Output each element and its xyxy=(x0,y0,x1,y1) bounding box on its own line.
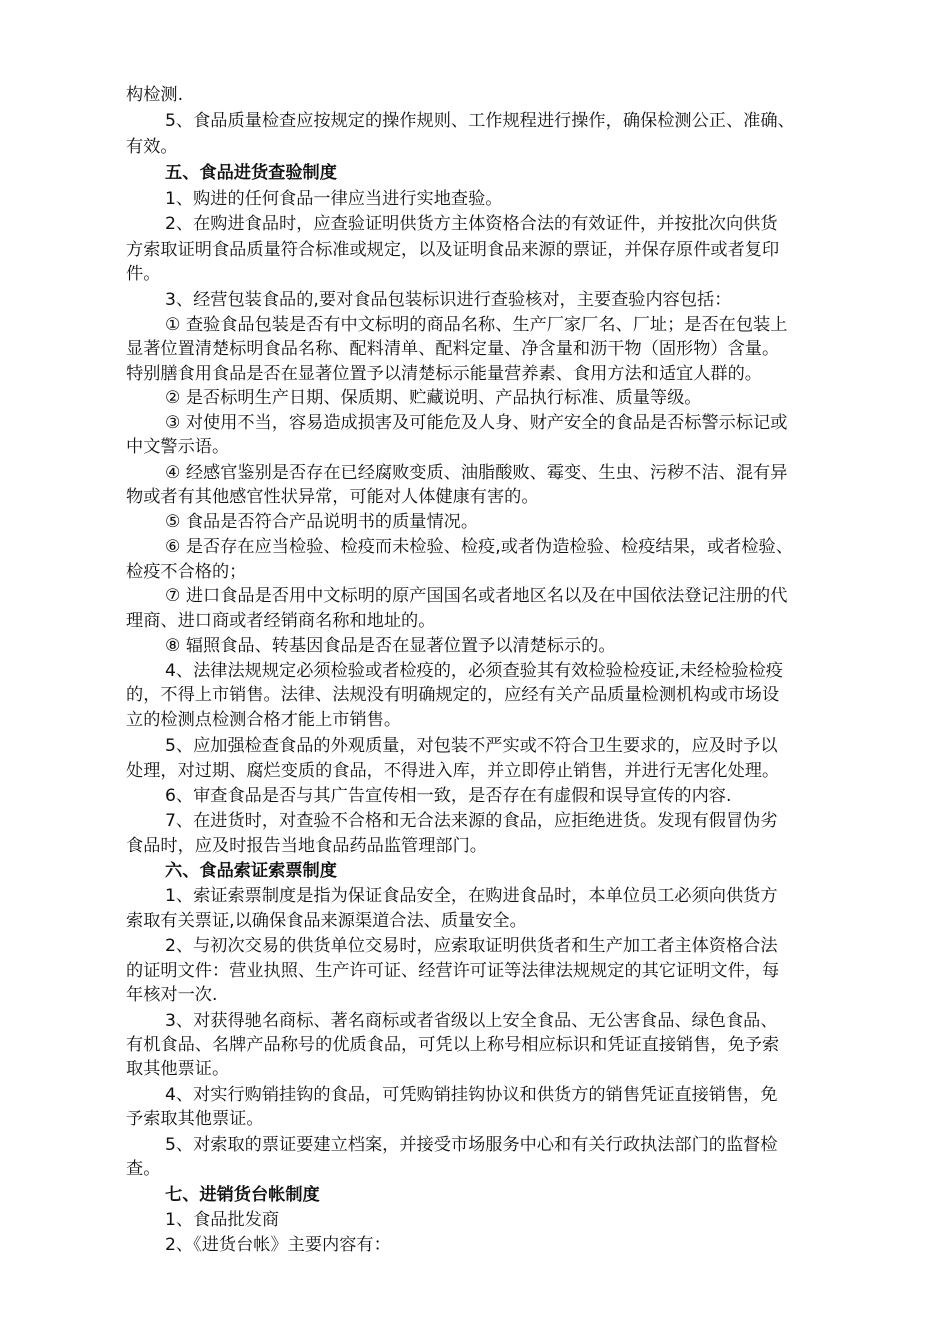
text-line: 2、《进货台帐》主要内容有： xyxy=(165,1235,391,1255)
text-line: 件。 xyxy=(126,264,161,284)
text-line: 索取有关票证,以确保食品来源渠道合法、质量安全。 xyxy=(126,911,527,931)
text-line: 构检测. xyxy=(126,85,184,105)
section-heading: 七、进销货台帐制度 xyxy=(165,1185,320,1205)
text-line: ⑥ 是否存在应当检验、检疫而未检验、检疫,或者伪造检验、检疫结果，或者检验、 xyxy=(165,537,793,557)
text-line: 予索取其他票证。 xyxy=(126,1109,264,1129)
text-line: 物或者有其他感官性状异常，可能对人体健康有害的。 xyxy=(126,487,539,507)
text-line: 4、法律法规规定必须检验或者检疫的，必须查验其有效检验检疫证,未经检验检疫 xyxy=(165,661,783,681)
text-line: 立的检测点检测合格才能上市销售。 xyxy=(126,710,402,730)
text-line: 7、在进货时，对查验不合格和无合法来源的食品，应拒绝进货。发现有假冒伪劣 xyxy=(165,811,778,831)
text-line: 1、购进的任何食品一律应当进行实地查验。 xyxy=(165,189,503,209)
text-line: 1、食品批发商 xyxy=(165,1210,280,1230)
section-heading: 五、食品进货查验制度 xyxy=(165,163,337,183)
text-line: 3、对获得驰名商标、著名商标或者省级以上安全食品、无公害食品、绿色食品、 xyxy=(165,1011,778,1031)
text-line: 查。 xyxy=(126,1159,161,1179)
text-line: 6、审查食品是否与其广告宣传相一致，是否存在有虚假和误导宣传的内容. xyxy=(165,786,732,806)
text-line: 2、在购进食品时，应查验证明供货方主体资格合法的有效证件，并按批次向供货 xyxy=(165,214,778,234)
text-line: 3、经营包装食品的,要对食品包装标识进行查验核对，主要查验内容包括： xyxy=(165,290,732,310)
text-line: 4、对实行购销挂钩的食品，可凭购销挂钩协议和供货方的销售凭证直接销售，免 xyxy=(165,1085,778,1105)
text-line: 5、对索取的票证要建立档案，并接受市场服务中心和有关行政执法部门的监督检 xyxy=(165,1135,778,1155)
text-line: ⑤ 食品是否符合产品说明书的质量情况。 xyxy=(165,512,479,532)
text-line: 5、应加强检查食品的外观质量，对包装不严实或不符合卫生要求的，应及时予以 xyxy=(165,736,778,756)
text-line: ④ 经感官鉴别是否存在已经腐败变质、油脂酸败、霉变、生虫、污秽不洁、混有异 xyxy=(165,463,788,483)
text-line: ② 是否标明生产日期、保质期、贮藏说明、产品执行标准、质量等级。 xyxy=(165,388,702,408)
text-line: 取其他票证。 xyxy=(126,1059,230,1079)
text-line: 食品时，应及时报告当地食品药品监管理部门。 xyxy=(126,836,487,856)
text-line: ⑧ 辐照食品、转基因食品是否在显著位置予以清楚标示的。 xyxy=(165,636,616,656)
text-line: 5、食品质量检查应按规定的操作规则、工作规程进行操作，确保检测公正、准确、 xyxy=(165,111,795,131)
text-line: 中文警示语。 xyxy=(126,437,230,457)
text-line: ③ 对使用不当，容易造成损害及可能危及人身、财产安全的食品是否标警示标记或 xyxy=(165,413,788,433)
text-line: 有机食品、名牌产品称号的优质食品，可凭以上称号相应标识和凭证直接销售，免予索 xyxy=(126,1035,780,1055)
text-line: 特别膳食用食品是否在显著位置予以清楚标示能量营养素、食用方法和适宜人群的。 xyxy=(126,364,762,384)
text-line: ⑦ 进口食品是否用中文标明的原产国国名或者地区名以及在中国依法登记注册的代 xyxy=(165,586,788,606)
section-heading: 六、食品索证索票制度 xyxy=(165,861,337,881)
text-line: 有效。 xyxy=(126,137,178,157)
text-line: 理商、进口商或者经销商名称和地址的。 xyxy=(126,611,436,631)
text-line: 方索取证明食品质量符合标准或规定，以及证明食品来源的票证，并保存原件或者复印 xyxy=(126,240,780,260)
text-line: 年核对一次. xyxy=(126,985,218,1005)
text-line: 处理，对过期、腐烂变质的食品，不得进入库，并立即停止销售，并进行无害化处理。 xyxy=(126,761,780,781)
text-line: 的，不得上市销售。法律、法规没有明确规定的，应经有关产品质量检测机构或市场设 xyxy=(126,685,780,705)
text-line: 1、索证索票制度是指为保证食品安全，在购进食品时，本单位员工必须向供货方 xyxy=(165,886,778,906)
text-line: ① 查验食品包装是否有中文标明的商品名称、生产厂家厂名、厂址；是否在包装上 xyxy=(165,315,788,335)
text-line: 的证明文件：营业执照、生产许可证、经营许可证等法律法规规定的其它证明文件，每 xyxy=(126,961,780,981)
text-line: 检疫不合格的； xyxy=(126,562,247,582)
text-line: 2、与初次交易的供货单位交易时，应索取证明供货者和生产加工者主体资格合法 xyxy=(165,936,778,956)
text-line: 显著位置清楚标明食品名称、配料清单、配料定量、净含量和沥干物（固形物）含量。 xyxy=(126,339,780,359)
